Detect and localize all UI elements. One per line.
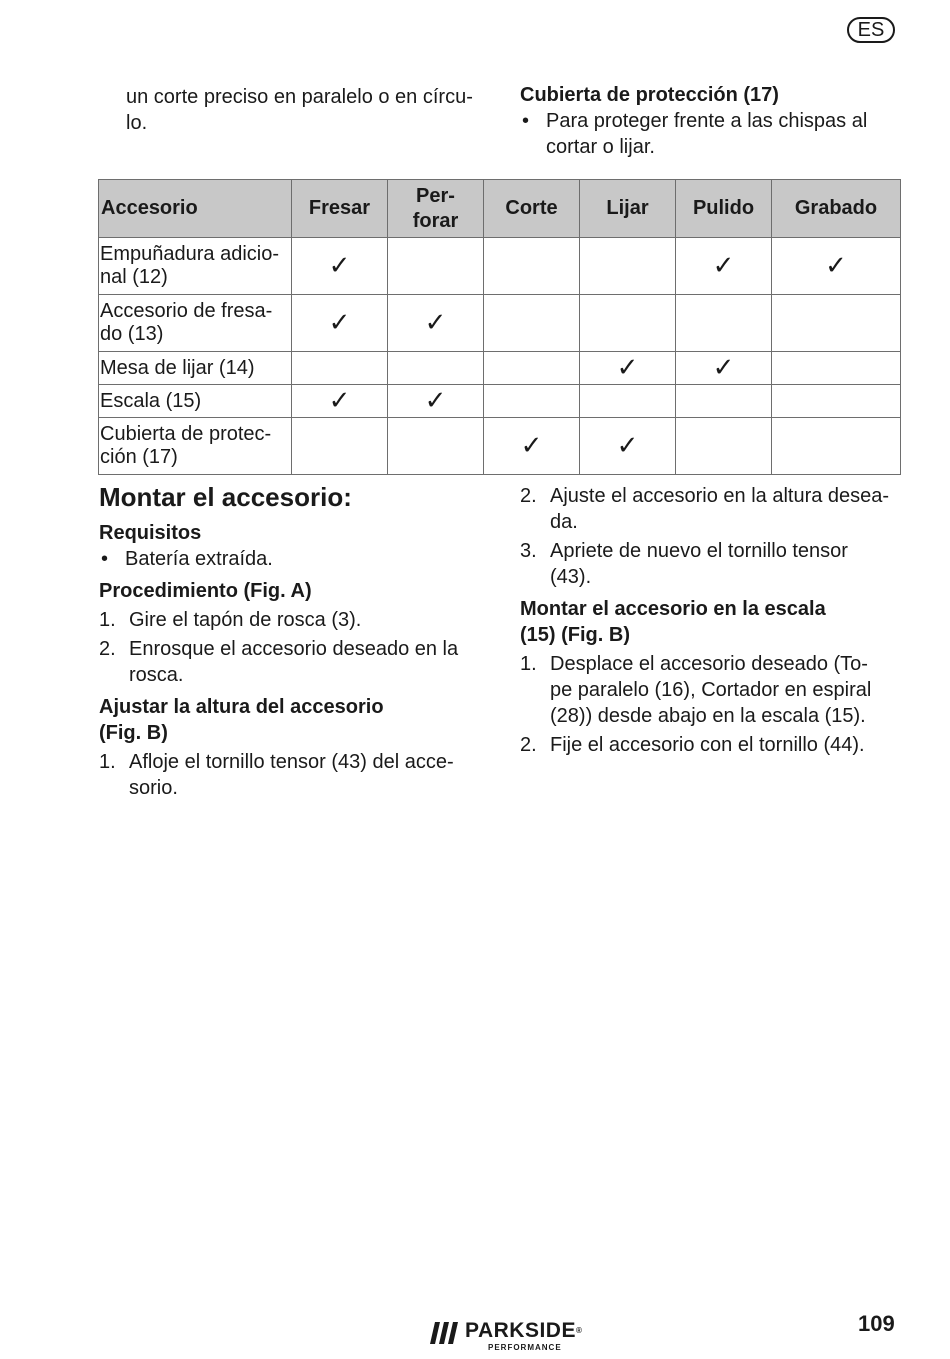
check-icon: [772, 352, 901, 385]
brand-name: [465, 1318, 582, 1344]
heading-line: (15) (Fig. B): [520, 624, 630, 646]
section-heading: Requisitos: [99, 522, 202, 544]
table-header-grabado: Grabado: [772, 180, 901, 238]
check-icon: ✓: [580, 352, 676, 385]
table-row: [99, 352, 901, 385]
list-item: [520, 651, 900, 729]
registered-mark: ®: [575, 1326, 583, 1335]
intro-right-section: [520, 82, 900, 160]
check-icon: [676, 385, 772, 418]
step-number: 3.: [520, 540, 537, 562]
text-line: un corte preciso en paralelo o en círcu-: [126, 86, 473, 108]
accessory-table: [98, 179, 901, 475]
check-icon: [772, 385, 901, 418]
bullet-icon: •: [101, 548, 109, 570]
accessory-name: [99, 418, 292, 475]
table-row: [99, 238, 901, 295]
accessory-name: [99, 238, 292, 295]
page-number: 109: [858, 1311, 895, 1336]
text-line: lo.: [126, 112, 148, 134]
text-line: rosca.: [129, 664, 184, 686]
header-line: Per-: [416, 184, 455, 207]
language-badge: ES: [847, 17, 895, 43]
check-icon: ✓: [292, 295, 388, 352]
brand-subline: PERFORMANCE: [488, 1343, 562, 1352]
accessory-name: [99, 352, 292, 385]
text-line: Batería extraída.: [125, 548, 273, 570]
check-icon: [580, 238, 676, 295]
check-icon: [676, 418, 772, 475]
check-icon: [772, 418, 901, 475]
bullet-item: [99, 546, 479, 572]
table-header-fresar: Fresar: [292, 180, 388, 238]
text-line: (28)) desde abajo en la escala (15).: [550, 705, 866, 727]
step-number: 2.: [520, 485, 537, 507]
section-heading: Procedimiento (Fig. A): [99, 580, 312, 602]
check-icon: [292, 352, 388, 385]
check-icon: [484, 385, 580, 418]
text-line: pe paralelo (16), Cortador en espiral: [550, 679, 872, 701]
bullet-item: [520, 108, 900, 160]
text-line: Apriete de nuevo el tornillo tensor: [550, 540, 848, 562]
brand-text: PARKSIDE: [465, 1319, 576, 1342]
check-icon: ✓: [580, 418, 676, 475]
check-icon: ✓: [292, 238, 388, 295]
name-line: Cubierta de protec-: [100, 423, 272, 445]
table-row: [99, 295, 901, 352]
check-icon: ✓: [484, 418, 580, 475]
right-column: [520, 483, 900, 758]
heading-line: Montar el accesorio en la escala: [520, 598, 826, 620]
name-line: Accesorio de fresa-: [100, 300, 273, 322]
check-icon: [484, 295, 580, 352]
check-icon: [676, 295, 772, 352]
page-title: Montar el accesorio:: [99, 482, 352, 512]
text-line: Enrosque el accesorio deseado en la: [129, 638, 459, 660]
list-item: [99, 636, 479, 688]
text-line: Para proteger frente a las chispas al: [546, 110, 868, 132]
check-icon: [388, 238, 484, 295]
accessory-name: [99, 385, 292, 418]
table-row: [99, 385, 901, 418]
step-number: 2.: [520, 734, 537, 756]
intro-left-text: [126, 84, 486, 136]
check-icon: ✓: [676, 238, 772, 295]
check-icon: ✓: [388, 385, 484, 418]
list-item: [99, 607, 479, 633]
name-line: nal (12): [100, 266, 168, 288]
section-heading: [99, 694, 479, 746]
table-header-pulido: Pulido: [676, 180, 772, 238]
list-item: [520, 483, 900, 535]
name-line: do (13): [100, 323, 164, 345]
table-header-corte: Corte: [484, 180, 580, 238]
logo-stripes-icon: [430, 1322, 460, 1344]
bullet-icon: •: [522, 110, 530, 132]
table-header-perforar: [388, 180, 484, 238]
text-line: Ajuste el accesorio en la altura desea-: [550, 485, 890, 507]
table-header-lijar: Lijar: [580, 180, 676, 238]
check-icon: [388, 352, 484, 385]
check-icon: ✓: [292, 385, 388, 418]
check-icon: [484, 352, 580, 385]
name-line: ción (17): [100, 446, 178, 468]
list-item: [520, 732, 900, 758]
table-row: [99, 418, 901, 475]
name-line: Escala (15): [100, 389, 202, 412]
table-header-accesorio: Accesorio: [99, 180, 292, 238]
check-icon: ✓: [388, 295, 484, 352]
parkside-logo: [430, 1318, 590, 1352]
text-line: (43).: [550, 566, 592, 588]
text-line: Desplace el accesorio deseado (To-: [550, 653, 868, 675]
header-line: forar: [412, 209, 459, 232]
step-number: 1.: [520, 653, 537, 675]
step-number: 1.: [99, 609, 116, 631]
check-icon: [580, 295, 676, 352]
check-icon: ✓: [676, 352, 772, 385]
check-icon: [484, 238, 580, 295]
list-item: [99, 749, 479, 801]
section-heading: [520, 596, 900, 648]
check-icon: ✓: [772, 238, 901, 295]
check-icon: [580, 385, 676, 418]
heading-line: Ajustar la altura del accesorio: [99, 696, 384, 718]
text-line: cortar o lijar.: [546, 136, 655, 158]
check-icon: [292, 418, 388, 475]
heading-line: (Fig. B): [99, 722, 168, 744]
list-item: [520, 538, 900, 590]
step-number: 1.: [99, 751, 116, 773]
name-line: Empuñadura adicio-: [100, 243, 279, 265]
section-heading: Cubierta de protección (17): [520, 84, 779, 106]
check-icon: [772, 295, 901, 352]
text-line: Afloje el tornillo tensor (43) del acce-: [129, 751, 454, 773]
text-line: da.: [550, 511, 578, 533]
name-line: Mesa de lijar (14): [100, 356, 255, 379]
left-column: [99, 480, 479, 801]
accessory-name: [99, 295, 292, 352]
text-line: sorio.: [129, 777, 178, 799]
text-line: Fije el accesorio con el tornillo (44).: [550, 734, 865, 756]
step-number: 2.: [99, 638, 116, 660]
text-line: Gire el tapón de rosca (3).: [129, 609, 362, 631]
check-icon: [388, 418, 484, 475]
